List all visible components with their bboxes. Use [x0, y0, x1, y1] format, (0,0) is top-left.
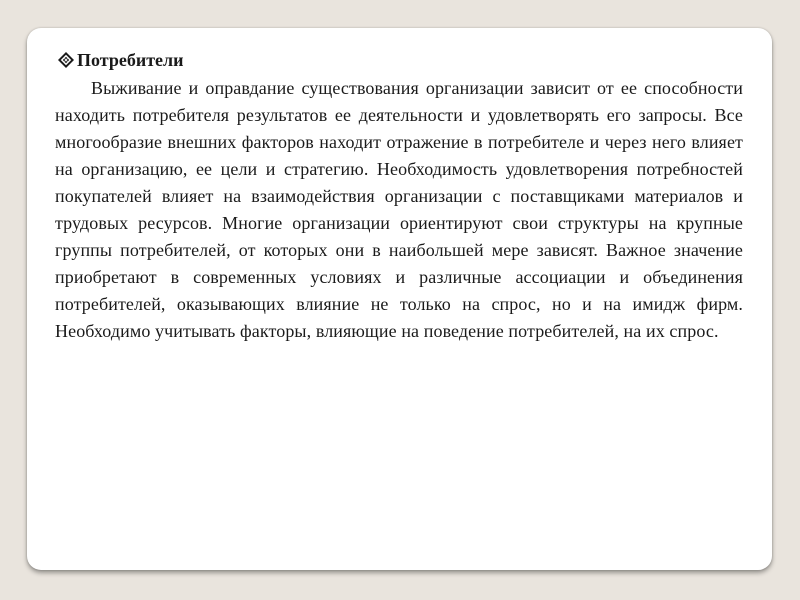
diamond-bullet-icon — [57, 51, 75, 69]
slide-heading — [57, 48, 743, 72]
slide-card — [27, 28, 772, 570]
slide-content — [55, 48, 743, 345]
heading-text: Потребители — [77, 50, 184, 70]
body-paragraph: Выживание и оправдание существования организации зависит от ее способности находить потребителя результатов ее деятельности и удовлетворять его запросы. Все многообразие внешних факторов находит отражение в потребителе и через него влияет на организацию, ее цели и стратегию. Необходимость удовлетворения потребностей покупателей влияет на взаимодействия организации с поставщиками материалов и трудовых ресурсов. Многие организации ориентируют свои структуры на крупные группы потребителей, от которых они в наибольшей мере зависят. Важное значение приобретают в современных условиях и различные ассоциации и объединения потребителей, оказывающих влияние не только на спрос, но и на имидж фирм. Необходимо учитывать факторы, влияющие на поведение потребителей, на их спрос. — [55, 78, 743, 341]
